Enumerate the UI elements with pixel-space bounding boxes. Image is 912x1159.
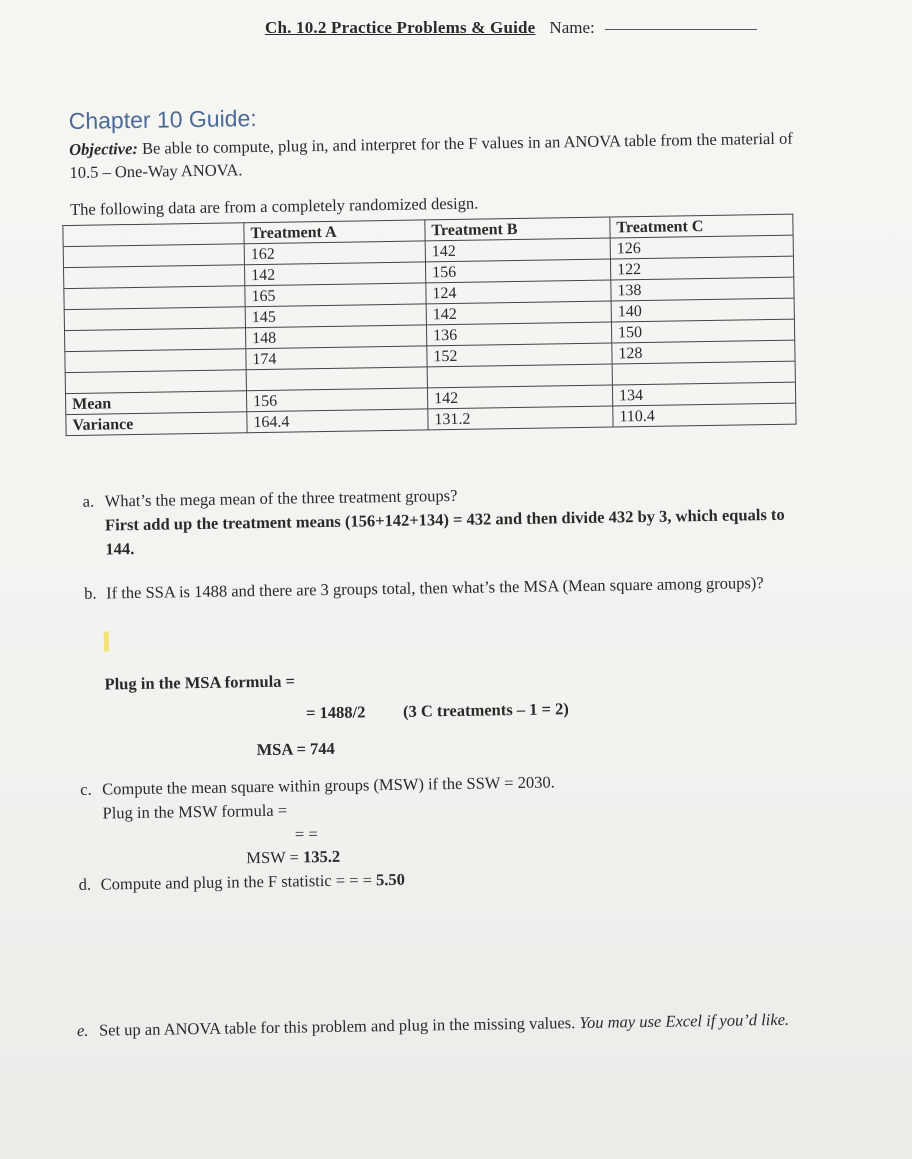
question-e-italic: You may use Excel if you’d like. bbox=[579, 1009, 790, 1033]
table-cell: 150 bbox=[611, 319, 794, 343]
question-e-marker: e. bbox=[76, 1020, 89, 1040]
table-cell: 136 bbox=[426, 322, 611, 346]
msw-result-label: MSW = bbox=[246, 847, 304, 868]
objective-paragraph bbox=[69, 127, 795, 184]
table-cell bbox=[612, 361, 795, 385]
table-cell: 148 bbox=[245, 325, 426, 349]
row-label bbox=[64, 307, 245, 331]
msw-plug-label: Plug in the MSW formula = bbox=[102, 800, 288, 823]
highlight-mark bbox=[104, 631, 109, 651]
row-label bbox=[65, 349, 246, 373]
table-cell: 174 bbox=[246, 346, 427, 370]
f-statistic-value: 5.50 bbox=[375, 869, 406, 890]
table-cell: 140 bbox=[611, 298, 794, 322]
question-a-marker: a. bbox=[82, 491, 95, 511]
table-cell: 145 bbox=[245, 304, 426, 328]
question-d bbox=[78, 862, 801, 897]
row-label bbox=[64, 265, 245, 289]
table-cell: 142 bbox=[244, 262, 425, 286]
table-cell: 138 bbox=[611, 277, 794, 301]
msa-step1: = 1488/2 bbox=[305, 702, 366, 723]
table-cell: 131.2 bbox=[428, 406, 613, 430]
table-cell: 142 bbox=[427, 385, 612, 409]
msa-plug-label: Plug in the MSA formula = bbox=[104, 671, 296, 694]
table-cell: 142 bbox=[426, 301, 611, 325]
name-label: Name: bbox=[549, 18, 595, 37]
question-e-text: Set up an ANOVA table for this problem and plug in the missing values. bbox=[98, 1013, 580, 1040]
msw-result-value: 135.2 bbox=[302, 846, 341, 867]
table-cell: 134 bbox=[612, 382, 795, 406]
row-label: Variance bbox=[66, 412, 247, 436]
table-cell: 126 bbox=[610, 235, 793, 259]
table-cell: 128 bbox=[612, 340, 795, 364]
column-header: Treatment A bbox=[244, 220, 425, 244]
table-cell: 142 bbox=[425, 238, 610, 262]
row-label bbox=[64, 286, 245, 310]
question-d-text: Compute and plug in the F statistic = = = bbox=[100, 870, 377, 894]
question-b-marker: b. bbox=[83, 583, 97, 603]
table-cell: 124 bbox=[426, 280, 611, 304]
column-header: Treatment C bbox=[610, 214, 793, 238]
question-c-text: Compute the mean square within groups (MSW) if the SSW = 2030. bbox=[102, 772, 555, 799]
column-header bbox=[63, 223, 244, 247]
msw-result bbox=[246, 845, 340, 870]
table-cell bbox=[246, 367, 427, 391]
intro-text: The following data are from a completely randomized design. bbox=[69, 193, 479, 219]
msa-step1-note: (3 C treatments – 1 = 2) bbox=[402, 699, 569, 721]
question-b-text: If the SSA is 1488 and there are 3 groups total, then what’s the MSA (Mean square among groups)? bbox=[105, 573, 764, 603]
row-label bbox=[65, 328, 246, 352]
table-cell: 164.4 bbox=[247, 409, 428, 433]
column-header: Treatment B bbox=[425, 217, 610, 241]
question-a-answer: First add up the treatment means (156+142+134) = 432 and then divide 432 by 3, which equals to 144. bbox=[104, 504, 785, 559]
table-cell: 165 bbox=[245, 283, 426, 307]
data-table bbox=[62, 214, 796, 436]
objective-label: Objective: bbox=[69, 138, 139, 159]
objective-text: Be able to compute, plug in, and interpret for the F values in an ANOVA table from the material of 10.5 – One-Way ANOVA. bbox=[69, 128, 793, 182]
table-cell: 122 bbox=[610, 256, 793, 280]
question-b bbox=[83, 570, 806, 605]
table-cell bbox=[427, 364, 612, 388]
question-a-text: What’s the mega mean of the three treatment groups? bbox=[104, 485, 458, 511]
table-cell: 156 bbox=[246, 388, 427, 412]
table-cell: 156 bbox=[425, 259, 610, 283]
table-cell: 152 bbox=[427, 343, 612, 367]
row-label bbox=[65, 370, 246, 394]
table-cell: 162 bbox=[244, 241, 425, 265]
page-title: Ch. 10.2 Practice Problems & Guide bbox=[265, 18, 536, 37]
chapter-title: Chapter 10 Guide: bbox=[68, 105, 257, 134]
question-c-marker: c. bbox=[80, 779, 92, 799]
question-e bbox=[76, 1007, 819, 1042]
row-label: Mean bbox=[65, 391, 246, 415]
msa-result: MSA = 744 bbox=[256, 738, 335, 760]
table-cell: 110.4 bbox=[613, 403, 796, 427]
row-label bbox=[63, 244, 244, 268]
msw-equals: = = bbox=[294, 824, 318, 844]
question-d-marker: d. bbox=[78, 874, 92, 894]
question-a bbox=[82, 478, 816, 561]
question-c bbox=[80, 767, 803, 826]
